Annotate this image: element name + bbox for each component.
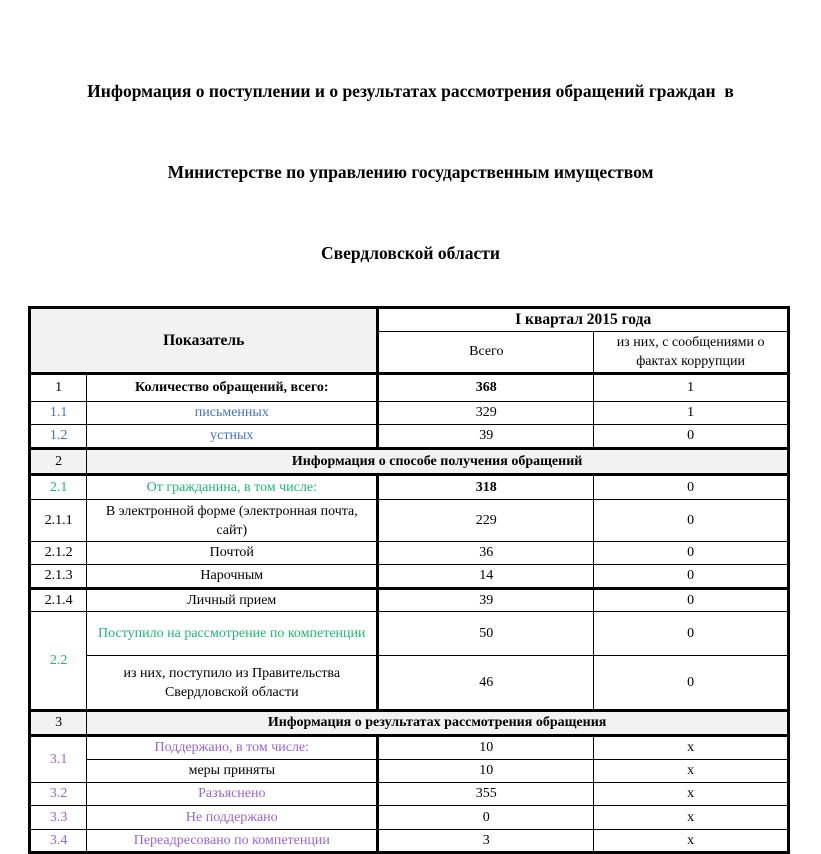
row-corruption: 0 [594, 500, 789, 542]
row-label: Почтой [87, 542, 378, 565]
section-label: Информация о способе получения обращений [87, 449, 789, 475]
table-row-2-1 [30, 475, 789, 500]
row-total: 50 [378, 612, 594, 656]
row-corruption: 0 [594, 425, 789, 449]
section-row-3 [30, 711, 789, 736]
row-total: 355 [378, 783, 594, 806]
row-label: От гражданина, в том числе: [87, 475, 378, 500]
header-period: I квартал 2015 года [378, 308, 789, 332]
table-row-2-1-4 [30, 589, 789, 612]
row-label: Количество обращений, всего: [87, 374, 378, 402]
row-num: 1 [30, 374, 87, 402]
table-row-1-1 [30, 402, 789, 425]
title-line-1: Информация о поступлении и о результатах рассмотрения обращений граждан в [87, 81, 734, 101]
row-label: Разъяснено [87, 783, 378, 806]
row-total: 14 [378, 565, 594, 589]
table-row-2-1-1 [30, 500, 789, 542]
row-corruption: 0 [594, 589, 789, 612]
row-total: 368 [378, 374, 594, 402]
row-corruption: x [594, 783, 789, 806]
row-total: 10 [378, 760, 594, 783]
row-num: 3.2 [30, 783, 87, 806]
row-corruption: x [594, 760, 789, 783]
row-label: Не поддержано [87, 806, 378, 830]
table-row-1-2 [30, 425, 789, 449]
section-num: 3 [30, 711, 87, 736]
section-row-2 [30, 449, 789, 475]
table-row-3-4 [30, 830, 789, 853]
row-num: 2.1.2 [30, 542, 87, 565]
row-num: 3.4 [30, 830, 87, 853]
table-row-2-2 [30, 612, 789, 656]
row-label: из них, поступило из Правительства Свердловской области [87, 656, 378, 711]
table-row-3-1 [30, 736, 789, 760]
title-line-3: Свердловской области [321, 243, 500, 263]
row-num: 1.1 [30, 402, 87, 425]
row-total: 318 [378, 475, 594, 500]
row-label: Нарочным [87, 565, 378, 589]
row-corruption: 0 [594, 565, 789, 589]
row-corruption: 0 [594, 475, 789, 500]
row-label: Личный прием [87, 589, 378, 612]
row-corruption: 1 [594, 402, 789, 425]
table-row-2-2-sub [30, 656, 789, 711]
row-num: 1.2 [30, 425, 87, 449]
row-label: устных [87, 425, 378, 449]
row-num: 2.1.4 [30, 589, 87, 612]
row-total: 0 [378, 806, 594, 830]
row-label: В электронной форме (электронная почта, сайт) [87, 500, 378, 542]
table-row-3-3 [30, 806, 789, 830]
header-col-total: Всего [378, 332, 594, 374]
row-num: 2.1.3 [30, 565, 87, 589]
row-label: Переадресовано по компетенции [87, 830, 378, 853]
row-total: 39 [378, 425, 594, 449]
row-label: Поступило на рассмотрение по компетенции [87, 612, 378, 656]
row-total: 329 [378, 402, 594, 425]
row-total: 46 [378, 656, 594, 711]
table-row-2-1-2 [30, 542, 789, 565]
row-corruption: x [594, 806, 789, 830]
section-num: 2 [30, 449, 87, 475]
row-corruption: 0 [594, 656, 789, 711]
row-total: 229 [378, 500, 594, 542]
row-num: 2.1 [30, 475, 87, 500]
row-total: 36 [378, 542, 594, 565]
appeals-table [28, 306, 790, 854]
row-corruption: 0 [594, 612, 789, 656]
row-label: Поддержано, в том числе: [87, 736, 378, 760]
row-corruption: 1 [594, 374, 789, 402]
section-label: Информация о результатах рассмотрения обращения [87, 711, 789, 736]
row-corruption: x [594, 736, 789, 760]
row-num: 2.2 [30, 612, 87, 711]
row-label: письменных [87, 402, 378, 425]
table-row-1 [30, 374, 789, 402]
row-num: 2.1.1 [30, 500, 87, 542]
row-num: 3.3 [30, 806, 87, 830]
table-row-2-1-3 [30, 565, 789, 589]
row-total: 3 [378, 830, 594, 853]
document-title [20, 24, 801, 294]
row-total: 10 [378, 736, 594, 760]
table-row-3-1-sub [30, 760, 789, 783]
row-total: 39 [378, 589, 594, 612]
header-row-period [30, 308, 789, 332]
title-line-2: Министерстве по управлению государственным имуществом [167, 162, 654, 182]
row-label: меры приняты [87, 760, 378, 783]
header-indicator: Показатель [30, 308, 378, 374]
table-row-3-2 [30, 783, 789, 806]
row-num: 3.1 [30, 736, 87, 783]
row-corruption: x [594, 830, 789, 853]
row-corruption: 0 [594, 542, 789, 565]
header-col-corruption: из них, с сообщениями о фактах коррупции [594, 332, 789, 374]
